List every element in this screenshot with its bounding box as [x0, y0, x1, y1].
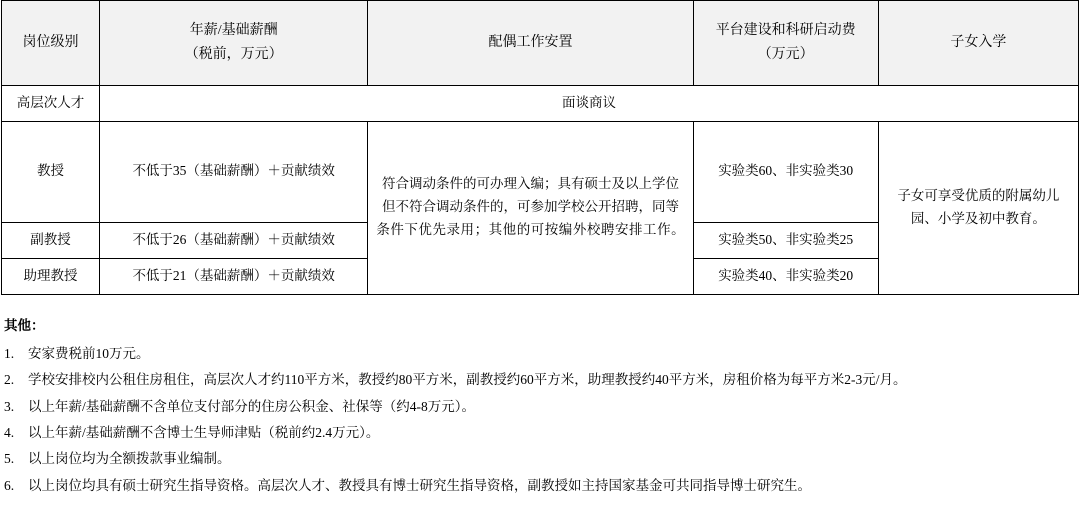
- cell-salary-professor: 不低于35（基础薪酬）＋贡献绩效: [100, 121, 368, 222]
- cell-level-associate-professor: 副教授: [2, 222, 100, 258]
- table-header-row: [2, 1, 1079, 86]
- header-spouse-placement: 配偶工作安置: [368, 1, 693, 86]
- note-number: 2.: [4, 372, 15, 388]
- notes-section: [4, 313, 1080, 499]
- note-number: 5.: [4, 451, 15, 467]
- note-number: 1.: [4, 346, 15, 362]
- header-annual-salary: 年薪/基础薪酬 （税前，万元）: [100, 1, 368, 86]
- cell-level-assistant-professor: 助理教授: [2, 258, 100, 294]
- table-row: [2, 121, 1079, 222]
- list-item: [4, 341, 1080, 367]
- cell-startup-professor: 实验类60、非实验类30: [693, 121, 878, 222]
- list-item: [4, 446, 1080, 472]
- cell-spouse-placement-note: 符合调动条件的可办理入编；具有硕士及以上学位但不符合调动条件的，可参加学校公开招聘，同等条件下优先录用；其他的可按编外校聘安排工作。: [368, 121, 693, 294]
- note-text: 以上年薪/基础薪酬不含单位支付部分的住房公积金、社保等（约4-8万元）。: [28, 398, 475, 414]
- note-text: 学校安排校内公租住房租住，高层次人才约110平方米，教授约80平方米，副教授约60平方米，助理教授约40平方米，房租价格为每平方米2-3元/月。: [28, 372, 907, 388]
- header-children-schooling: 子女入学: [878, 1, 1078, 86]
- note-number: 6.: [4, 477, 15, 493]
- list-item: [4, 420, 1080, 446]
- note-text: 以上年薪/基础薪酬不含博士生导师津贴（税前约2.4万元）。: [28, 425, 380, 441]
- notes-title: 其他：: [4, 317, 45, 333]
- cell-startup-assistant-professor: 实验类40、非实验类20: [693, 258, 878, 294]
- table-row-high-level-talent: [2, 86, 1079, 122]
- header-position-level: 岗位级别: [2, 1, 100, 86]
- note-number: 4.: [4, 425, 15, 441]
- cell-startup-associate-professor: 实验类50、非实验类25: [693, 222, 878, 258]
- list-item: [4, 394, 1080, 420]
- cell-level-high-talent: 高层次人才: [2, 86, 100, 122]
- note-number: 3.: [4, 398, 15, 414]
- header-startup-funds: 平台建设和科研启动费 （万元）: [693, 1, 878, 86]
- note-text: 以上岗位均为全额拨款事业编制。: [28, 451, 231, 467]
- cell-negotiable-note: 面谈商议: [100, 86, 1079, 122]
- cell-children-schooling-note: 子女可享受优质的附属幼儿园、小学及初中教育。: [878, 121, 1078, 294]
- notes-list: [4, 341, 1080, 499]
- cell-level-professor: 教授: [2, 121, 100, 222]
- cell-salary-associate-professor: 不低于26（基础薪酬）＋贡献绩效: [100, 222, 368, 258]
- list-item: [4, 473, 1080, 499]
- benefits-table: [1, 0, 1079, 295]
- cell-salary-assistant-professor: 不低于21（基础薪酬）＋贡献绩效: [100, 258, 368, 294]
- list-item: [4, 367, 1080, 393]
- note-text: 安家费税前10万元。: [28, 346, 150, 362]
- note-text: 以上岗位均具有硕士研究生指导资格。高层次人才、教授具有博士研究生指导资格，副教授如主持国家基金可共同指导博士研究生。: [28, 477, 811, 493]
